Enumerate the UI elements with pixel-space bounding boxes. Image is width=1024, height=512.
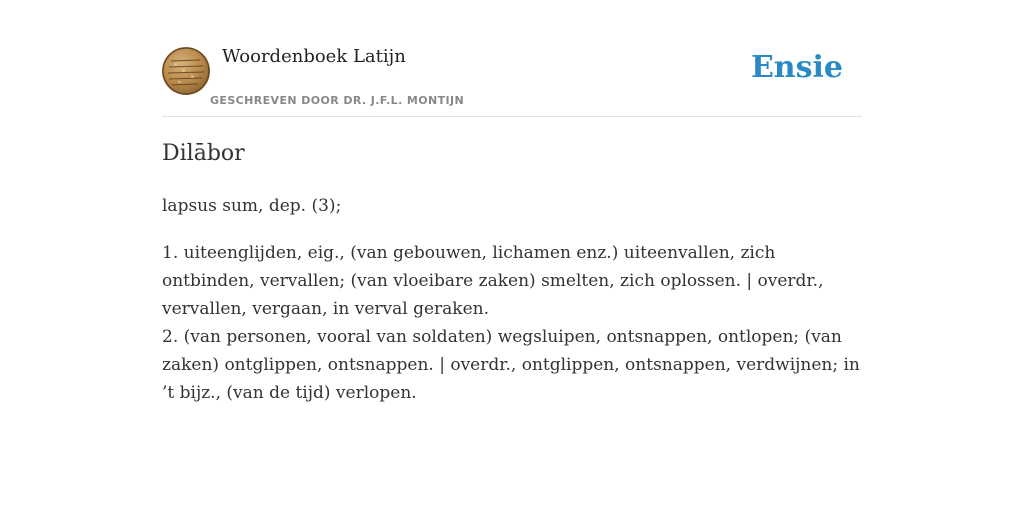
ensie-logo-link[interactable]: Ensie xyxy=(750,50,843,85)
meaning-2: 2. (van personen, vooral van soldaten) wegsluipen, ontsnappen, ontlopen; (van zaken) ontglippen, ontsnappen. | overdr., ontglippen, ontsnappen, verdwijnen; in ’t bijz., (van de tijd) verlopen. xyxy=(162,327,860,403)
author-byline: GESCHREVEN DOOR DR. J.F.L. MONTIJN xyxy=(210,94,465,107)
entry-headword: Dilābor xyxy=(162,141,245,166)
meaning-1: 1. uiteenglijden, eig., (van gebouwen, lichamen enz.) uiteenvallen, zich ontbinden, vervallen; (van vloeibare zaken) smelten, zich oplossen. | overdr., vervallen, vergaan, in verval geraken. xyxy=(162,243,824,319)
entry-meanings xyxy=(162,239,862,407)
coin-inscription-image xyxy=(162,47,210,95)
dictionary-header xyxy=(162,40,862,117)
entry-grammar: lapsus sum, dep. (3); xyxy=(162,196,342,216)
dictionary-avatar[interactable] xyxy=(162,47,210,95)
dictionary-title[interactable]: Woordenboek Latijn xyxy=(222,46,406,67)
entry-content xyxy=(162,138,862,407)
